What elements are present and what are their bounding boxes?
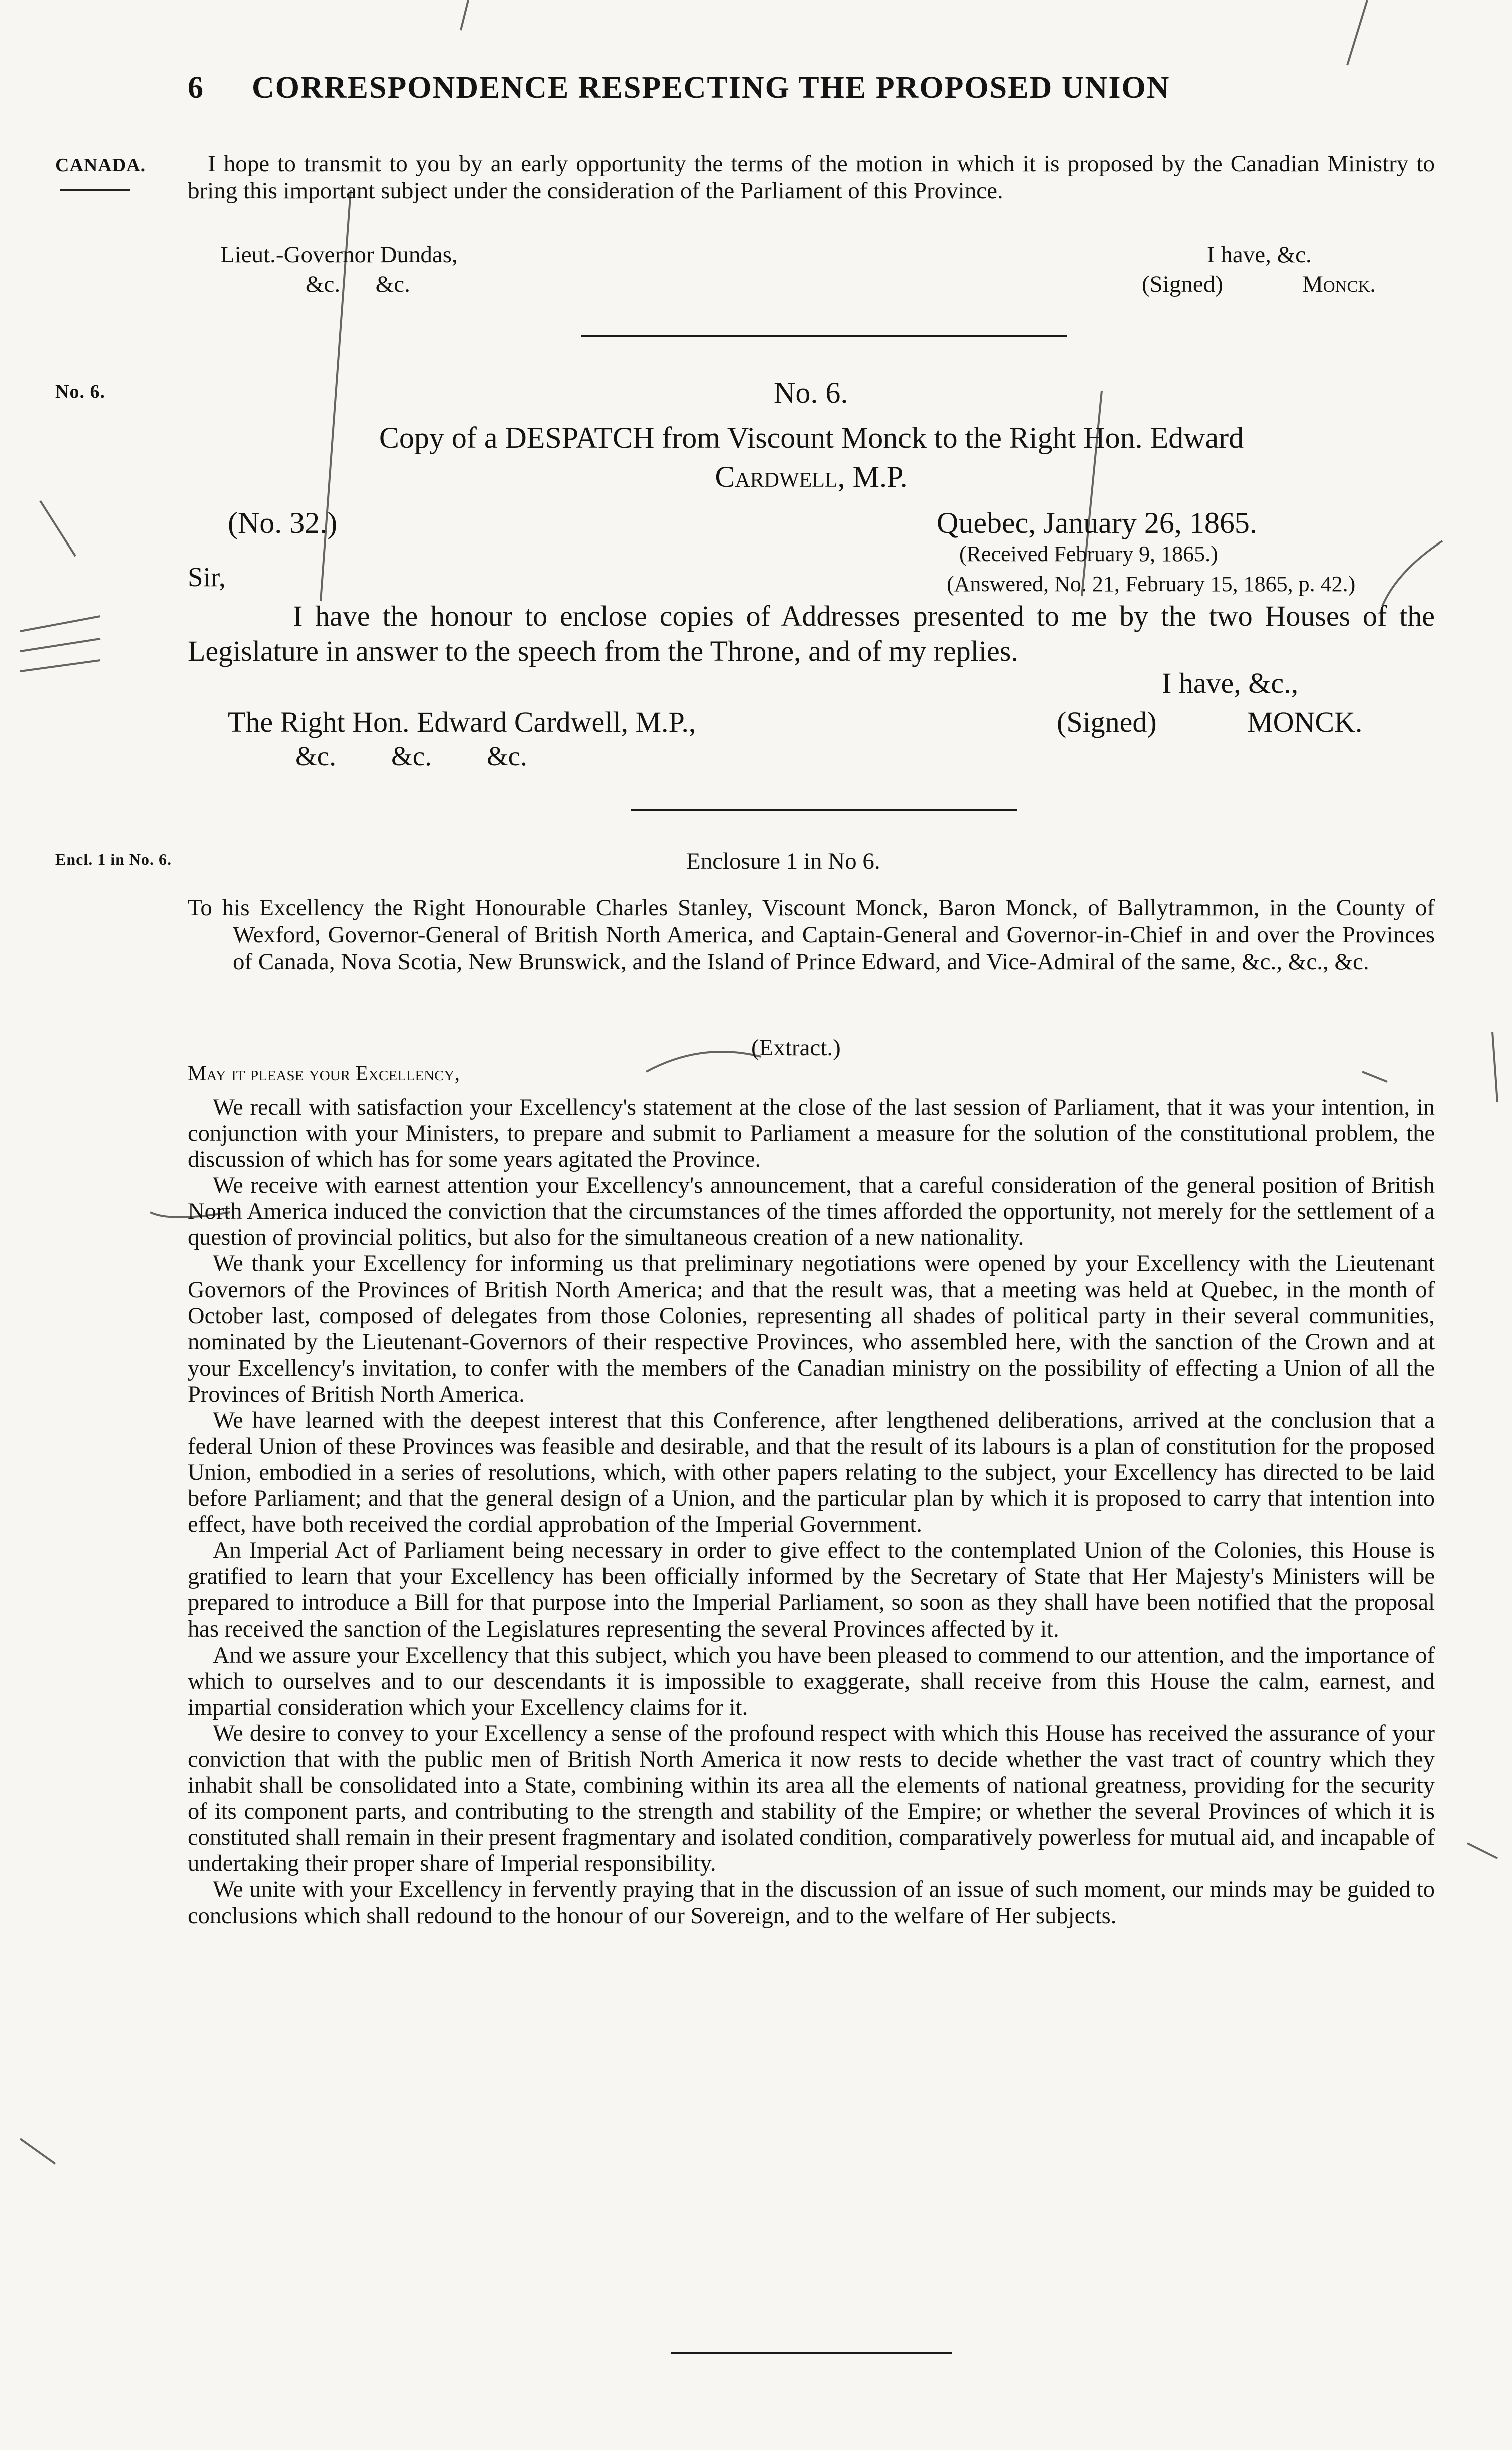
running-title: CORRESPONDENCE RESPECTING THE PROPOSED UNION [252,71,1170,105]
section-rule-1 [581,335,1067,337]
enclosure-address-to: To his Excellency the Right Honourable Charles Stanley, Viscount Monck, Baron Monck, of Ballytrammon, in the County of Wexford, Governor-General of British North America, and Captain-General and Governor-in-Chief in and over the Provinces of Canada, Nova Scotia, New Brunswick, and the Island of Prince Edward, and Vice-Admiral of the same, &c., &c., &c. [188,895,1435,975]
prev-letter-signer: Monck. [1302,271,1376,297]
despatch-number-heading: No. 6. [774,376,848,409]
enclosure-paragraph: We receive with earnest attention your Excellency's announcement, that a careful consideration of the general position of British North America induced the conviction that the circumstances of the times afforded the opportunity, not merely for the settlement of a question of provincial politics, but also for the simultaneous creation of a new nationality. [188,1173,1435,1251]
prev-letter-addressee: Lieut.-Governor Dundas, [220,242,458,268]
despatch-closing: I have, &c., [1162,667,1299,699]
prev-letter-closing: I have, &c. [1207,242,1312,268]
prev-letter-text: I hope to transmit to you by an early opportunity the terms of the motion in which it is proposed by the Canadian Ministry to bring this important subject under the consideration of the Parliament of this Province. [188,151,1435,204]
despatch-signed: (Signed) [1057,706,1157,738]
section-rule-2 [631,809,1017,811]
despatch-place-date: Quebec, January 26, 1865. [937,506,1257,539]
despatch-ref-no: (No. 32.) [228,506,338,539]
enclosure-paragraph: And we assure your Excellency that this subject, which you have been pleased to commend to our attention, and the importance of which to ourselves and to our descendants it is impossible to exaggerate, shall receive from this House the calm, earnest, and impartial consideration which your Excellency claims for it. [188,1642,1435,1720]
section-rule-3 [671,2352,952,2354]
margin-no6: No. 6. [55,381,105,402]
margin-canada-dash [60,189,130,191]
despatch-title-line1: Copy of a DESPATCH from Viscount Monck to the Right Hon. Edward [379,421,1244,454]
despatch-addressee: The Right Hon. Edward Cardwell, M.P., [228,706,696,738]
margin-canada: CANADA. [55,155,146,176]
enclosure-paragraph: We thank your Excellency for informing us that preliminary negotiations were opened by your Excellency with the Lieutenant Governors of the Provinces of British North America; and that the result was, that a meeting was held at Quebec, in the month of October last, composed of delegates from those Colonies, representing all shades of political party in their several communities, nominated by the Lieutenant-Governors of their respective Provinces, who assembled here, with the sanction of the Crown and at your Excellency's invitation, to confer with the members of the Canadian ministry on the possibility of effecting a Union of all the Provinces of British North America. [188,1251,1435,1407]
enclosure-paragraph: We recall with satisfaction your Excellency's statement at the close of the last session of Parliament, that it was your intention, in conjunction with your Ministers, to prepare and submit to Parliament a measure for the solution of the constitutional problem, the discussion of which has for some years agitated the Province. [188,1095,1435,1173]
enclosure-paragraph: We have learned with the deepest interest that this Conference, after lengthened deliberations, arrived at the conclusion that a federal Union of these Provinces was feasible and desirable, and that the result of its labours is a plan of constitution for the proposed Union, embodied in a series of resolutions, which, with other papers relating to the subject, your Excellency has directed to be laid before Parliament; and that the general design of a Union, and the particular plan by which it is proposed to carry that intention into effect, have both received the cordial approbation of the Imperial Government. [188,1407,1435,1538]
enclosure-heading: Enclosure 1 in No 6. [686,848,880,874]
enclosure-paragraph: We desire to convey to your Excellency a sense of the profound respect with which this House has received the assurance of your conviction that with the public men of British North America it now rests to decide whether the vast tract of country which they inhabit shall be consolidated into a State, combining within its area all the elements of national greatness, providing for the security of its component parts, and contributing to the strength and stability of the Empire; or whether the several Provinces of which it is constituted shall remain in their present fragmentary and isolated condition, comparatively powerless for mutual aid, and incapable of undertaking their proper share of Imperial responsibility. [188,1720,1435,1877]
running-head [188,70,1435,106]
prev-letter-addressee-etc: &c. &c. [306,271,410,297]
enclosure-paragraph: We unite with your Excellency in fervently praying that in the discussion of an issue of such moment, our minds may be guided to conclusions which shall redound to the honour of our Sovereign, and to the welfare of Her subjects. [188,1877,1435,1929]
despatch-addressee-etc: &c. &c. &c. [295,741,527,771]
despatch-salutation: Sir, [188,562,226,592]
despatch-answered: (Answered, No. 21, February 15, 1865, p. 42.) [947,572,1356,596]
enclosure-salutation: May it please your Excellency, [188,1062,460,1085]
enclosure-paragraph: An Imperial Act of Parliament being necessary in order to give effect to the contemplated Union of the Colonies, this House is gratified to learn that your Excellency has been officially informed by the Secretary of State that Her Majesty's Ministers will be prepared to introduce a Bill for that purpose into the Imperial Parliament, so soon as they shall have been notified that the proposal has received the sanction of the Legislatures representing the several Provinces affected by it. [188,1538,1435,1642]
prev-letter-signed: (Signed) [1142,271,1223,297]
page-number: 6 [188,71,204,105]
despatch-signer: MONCK. [1247,706,1363,738]
enclosure-extract: (Extract.) [751,1035,841,1061]
margin-encl: Encl. 1 in No. 6. [55,850,172,868]
despatch-body: I have the honour to enclose copies of Addresses presented to me by the two Houses of the Legislature in answer to the speech from the Throne, and of my replies. [188,600,1435,667]
enclosure-text [188,1095,1435,1930]
despatch-title-line2: Cardwell, M.P. [715,460,908,493]
despatch-received: (Received February 9, 1865.) [959,541,1218,566]
